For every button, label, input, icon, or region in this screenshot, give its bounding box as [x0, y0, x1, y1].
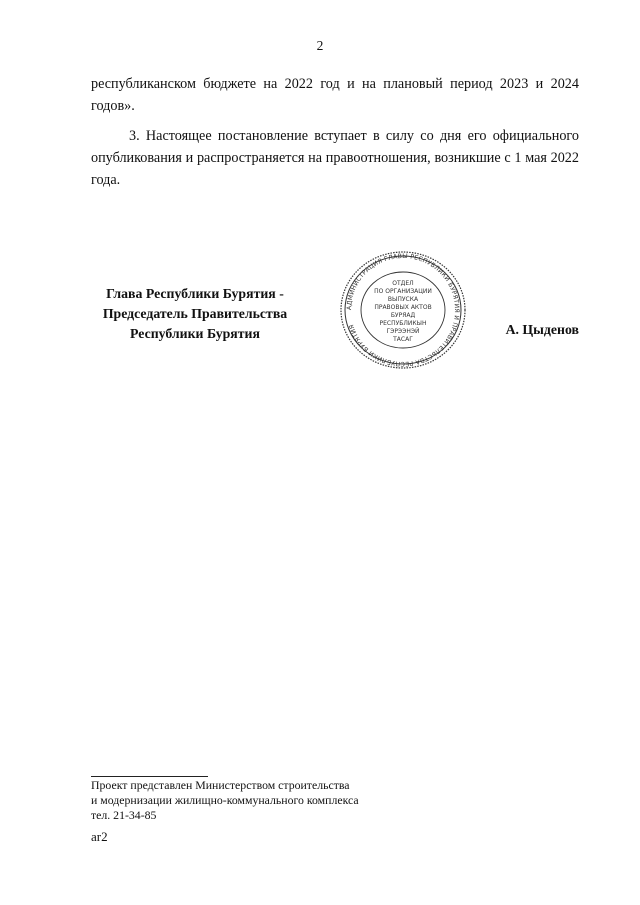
signatory-title-line: Глава Республики Бурятия - — [106, 286, 284, 301]
stamp-center-line: ПРАВОВЫХ АКТОВ — [374, 304, 432, 311]
stamp-center-line: БУРЯАД — [390, 312, 416, 319]
stamp-center-line: ТАСАГ — [393, 336, 413, 343]
footnote-line: и модернизации жилищно-коммунального комплекса — [91, 793, 359, 807]
stamp-center-line: ПО ОРГАНИЗАЦИИ — [374, 288, 432, 295]
official-stamp-seal — [338, 250, 468, 370]
document-code: ar2 — [91, 829, 108, 844]
signatory-title-line: Республики Бурятия — [130, 326, 260, 341]
signatory-name: А. Цыденов — [505, 322, 579, 337]
stamp-center-line: ГЭРЭЭНЭЙ — [386, 328, 420, 335]
stamp-outer-text: АДМИНИСТРАЦИЯ ГЛАВЫ РЕСПУБЛИКИ БУРЯТИЯ И ПРАВИТЕЛЬСТВА РЕСПУБЛИКИ БУРЯТИЯ — [345, 252, 461, 368]
paragraph-continuation: республиканском бюджете на 2022 год и на плановый период 2023 и 2024 годов». — [91, 76, 579, 114]
signatory-title-line: Председатель Правительства — [102, 306, 288, 321]
page-number: 2 — [316, 38, 324, 53]
stamp-center-line: ОТДЕЛ — [392, 280, 414, 287]
footnote — [91, 778, 359, 823]
stamp-center-line: РЕСПУБЛИКЫН — [379, 320, 427, 327]
footnote-line: тел. 21-34-85 — [91, 808, 157, 822]
footnote-separator — [91, 776, 208, 777]
stamp-center-line: ВЫПУСКА — [387, 296, 419, 303]
signatory-title — [90, 284, 300, 344]
paragraph-effective-date: 3. Настоящее постановление вступает в силу со дня его официального опубликования и распространяется на правоотношения, возникшие с 1 мая 2022 года. — [91, 128, 579, 188]
footnote-line: Проект представлен Министерством строительства — [91, 778, 350, 792]
